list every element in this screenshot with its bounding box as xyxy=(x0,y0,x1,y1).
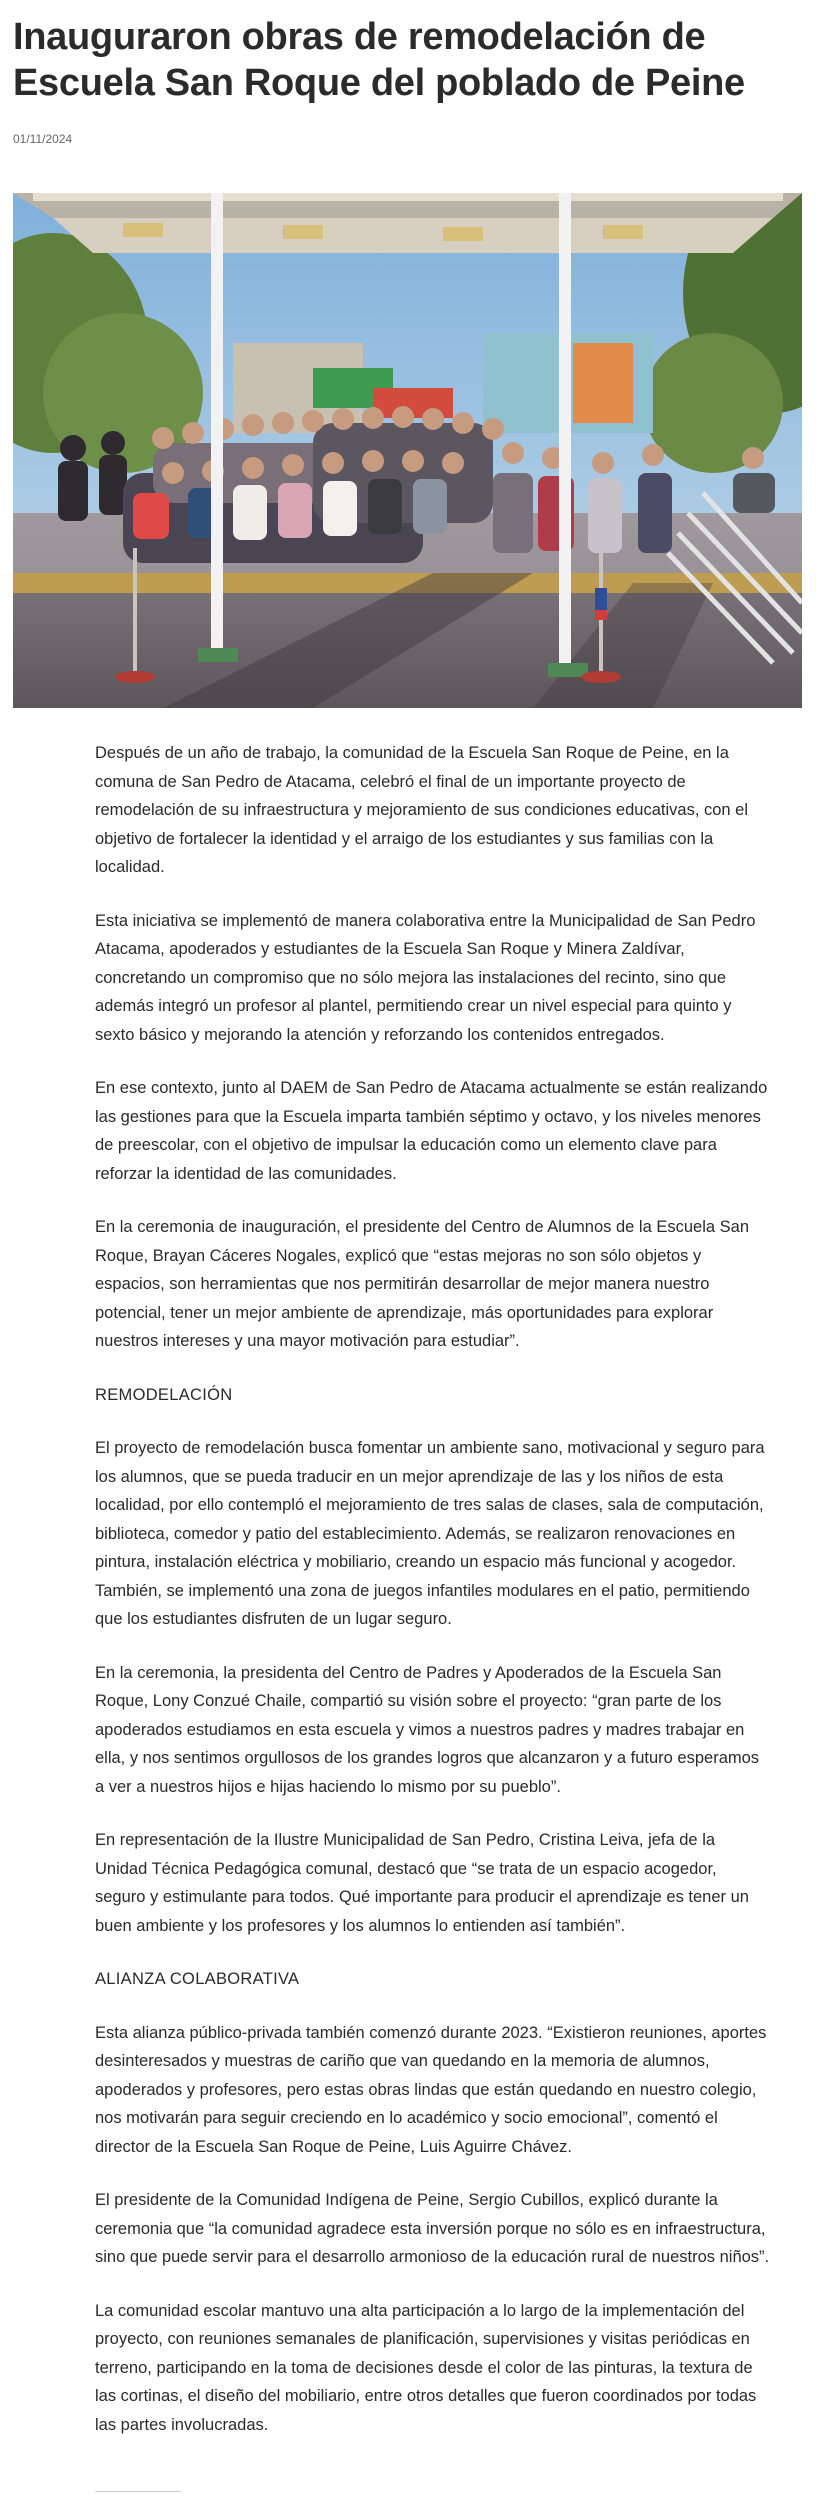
article-body xyxy=(95,739,771,2464)
paragraph: Después de un año de trabajo, la comunidad de la Escuela San Roque de Peine, en la comuna de San Pedro de Atacama, celebró el final de un importante proyecto de remodelación de su infraestructura y mejoramiento de sus condiciones educativas, con el objetivo de fortalecer la identidad y el arraigo de los estudiantes y sus familias con la localidad. xyxy=(95,744,749,876)
paragraph: En representación de la Ilustre Municipalidad de San Pedro, Cristina Leiva, jefa de la Unidad Técnica Pedagógica comunal, destacó que “se trata de un espacio acogedor, seguro y estimulante para todos. Qué importante para producir el aprendizaje es tener un buen ambiente y los profesores y los alumnos lo entienden así también”. xyxy=(95,1831,749,1935)
paragraph: El proyecto de remodelación busca fomentar un ambiente sano, motivacional y seguro para los alumnos, que se pueda traducir en un mejor aprendizaje de las y los niños de esta localidad, por ello contempló el mejoramiento de tres salas de clases, sala de computación, biblioteca, comedor y patio del establecimiento. Además, se realizaron renovaciones en pintura, instalación eléctrica y mobiliario, creando un espacio más funcional y acogedor. También, se implementó una zona de juegos infantiles modulares en el patio, permitiendo que los estudiantes disfruten de un lugar seguro. xyxy=(95,1439,765,1628)
paragraph: El presidente de la Comunidad Indígena de Peine, Sergio Cubillos, explicó durante la ceremonia que “la comunidad agradece esta inversión porque no sólo es en infraestructura, sino que puede servir para el desarrollo armonioso de la educación rural de nuestros niños”. xyxy=(95,2191,770,2266)
paragraph: En la ceremonia, la presidenta del Centro de Padres y Apoderados de la Escuela San Roque, Lony Conzué Chaile, compartió su visión sobre el proyecto: “gran parte de los apoderados estudiamos en esta escuela y vimos a nuestros padres y madres trabajar en ella, y nos sentimos orgullosos de los grandes logros que alcanzaron y a futuro esperamos a ver a nuestros hijos e hijas haciendo lo mismo por su pueblo”. xyxy=(95,1663,760,1796)
publish-date: 01/11/2024 xyxy=(13,132,73,146)
paragraph: En la ceremonia de inauguración, el presidente del Centro de Alumnos de la Escuela San Roque, Brayan Cáceres Nogales, explicó que “estas mejoras no son sólo objetos y espacios, son herramientas que nos permitirán desarrollar de mejor manera nuestro potencial, tener un mejor ambiente de aprendizaje, más oportunidades para explorar nuestros intereses y una mayor motivación para estudiar”. xyxy=(95,1218,749,1350)
group-photo-illustration xyxy=(13,193,802,708)
article-title: Inauguraron obras de remodelación de Escuela San Roque del poblado de Peine xyxy=(13,16,745,104)
footer-divider xyxy=(95,2491,181,2492)
section-heading-alianza: ALIANZA COLABORATIVA xyxy=(95,1970,300,1988)
section-heading-remodelacion: REMODELACIÓN xyxy=(95,1385,233,1404)
paragraph: La comunidad escolar mantuvo una alta participación a lo largo de la implementación del proyecto, con reuniones semanales de planificación, supervisiones y visitas periódicas en terreno, participando en la toma de decisiones desde el color de las pinturas, la textura de las cortinas, el diseño del mobiliario, entre otros detalles que fueron coordinados por todas las partes involucradas. xyxy=(95,2301,757,2434)
hero-photo xyxy=(13,193,802,708)
paragraph: Esta iniciativa se implementó de manera colaborativa entre la Municipalidad de San Pedro Atacama, apoderados y estudiantes de la Escuela San Roque y Minera Zaldívar, concretando un compromiso que no sólo mejora las instalaciones del recinto, sino que además integró un profesor al plantel, permitiendo crear un nivel especial para quinto y sexto básico y mejorando la atención y reforzando los contenidos entregados. xyxy=(95,911,756,1044)
paragraph: En ese contexto, junto al DAEM de San Pedro de Atacama actualmente se están realizando las gestiones para que la Escuela imparta también séptimo y octavo, y los niveles menores de preescolar, con el objetivo de impulsar la educación como un elemento clave para reforzar la identidad de las comunidades. xyxy=(95,1079,768,1183)
paragraph: Esta alianza público-privada también comenzó durante 2023. “Existieron reuniones, aportes desinteresados y muestras de cariño que van quedando en la memoria de alumnos, apoderados y profesores, pero estas obras lindas que están quedando en nuestro colegio, nos motivarán para seguir creciendo en lo académico y socio emocional”, comentó el director de la Escuela San Roque de Peine, Luis Aguirre Chávez. xyxy=(95,2023,767,2156)
